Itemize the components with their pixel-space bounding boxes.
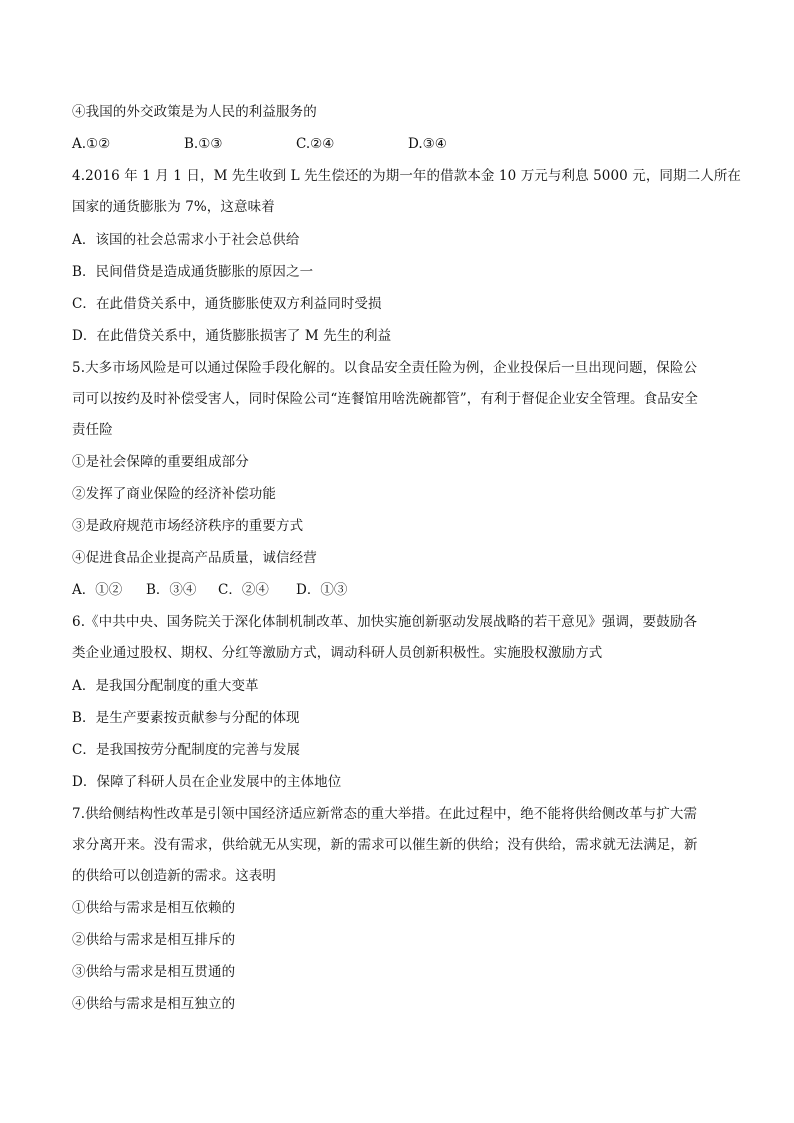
- q5-option-c: C．②④: [218, 582, 269, 598]
- q4-option-d: D．在此借贷关系中，通货膨胀损害了 M 先生的利益: [72, 328, 392, 344]
- q5-item-4: ④促进食品企业提高产品质量，诚信经营: [72, 550, 317, 566]
- q7-item-3: ③供给与需求是相互贯通的: [72, 964, 236, 980]
- q6-option-b: B．是生产要素按贡献参与分配的体现: [72, 710, 300, 726]
- q5-item-3: ③是政府规范市场经济秩序的重要方式: [72, 518, 304, 534]
- q4-option-a: A．该国的社会总需求小于社会总供给: [72, 232, 300, 248]
- q3-option-a: A.①②: [72, 136, 111, 152]
- q5-option-a: A．①②: [72, 582, 123, 598]
- q4-stem-line-1: 4.2016 年 1 月 1 日，M 先生收到 L 先生偿还的为期一年的借款本金 10 万元与利息 5000 元，同期二人所在: [72, 168, 742, 184]
- q5-option-b: B．③④: [146, 582, 197, 598]
- q7-stem-line-3: 的供给可以创造新的需求。这表明: [72, 868, 276, 884]
- q6-option-c: C．是我国按劳分配制度的完善与发展: [72, 742, 301, 758]
- q5-stem-line-1: 5.大多市场风险是可以通过保险手段化解的。以食品安全责任险为例，企业投保后一旦出现问题，保险公: [72, 360, 698, 376]
- q3-option-d: D.③④: [408, 136, 447, 152]
- q7-item-1: ①供给与需求是相互依赖的: [72, 900, 236, 916]
- q6-stem-line-1: 6.《中共中央、国务院关于深化体制机制改革、加快实施创新驱动发展战略的若干意见》强调，要鼓励各: [72, 614, 698, 630]
- q5-stem-line-2: 司可以按约及时补偿受害人，同时保险公司“连餐馆用啥洗碗都管”，有利于督促企业安全管理。食品安全: [72, 391, 699, 407]
- q6-option-d: D．保障了科研人员在企业发展中的主体地位: [72, 774, 342, 790]
- q7-item-4: ④供给与需求是相互独立的: [72, 996, 236, 1012]
- q6-option-a: A．是我国分配制度的重大变革: [72, 678, 259, 694]
- q7-stem-line-2: 求分离开来。没有需求，供给就无从实现，新的需求可以催生新的供给；没有供给，需求就无法满足，新: [72, 837, 698, 853]
- q4-option-c: C．在此借贷关系中，通货膨胀使双方利益同时受损: [72, 296, 382, 312]
- q5-option-d: D．①③: [296, 582, 348, 598]
- q7-item-2: ②供给与需求是相互排斥的: [72, 932, 236, 948]
- q3-option-b: B.①③: [184, 136, 223, 152]
- q6-stem-line-2: 类企业通过股权、期权、分红等激励方式，调动科研人员创新积极性。实施股权激励方式: [72, 645, 603, 661]
- q5-item-1: ①是社会保障的重要组成部分: [72, 454, 249, 470]
- q4-stem-line-2: 国家的通货膨胀为 7%，这意味着: [72, 199, 275, 215]
- q3-option-c: C.②④: [296, 136, 335, 152]
- q4-option-b: B．民间借贷是造成通货膨胀的原因之一: [72, 264, 314, 280]
- q5-item-2: ②发挥了商业保险的经济补偿功能: [72, 486, 276, 502]
- q5-stem-line-3: 责任险: [72, 422, 113, 438]
- q3-item-4: ④我国的外交政策是为人民的利益服务的: [72, 104, 317, 120]
- q7-stem-line-1: 7.供给侧结构性改革是引领中国经济适应新常态的重大举措。在此过程中，绝不能将供给侧改革与扩大需: [72, 806, 698, 822]
